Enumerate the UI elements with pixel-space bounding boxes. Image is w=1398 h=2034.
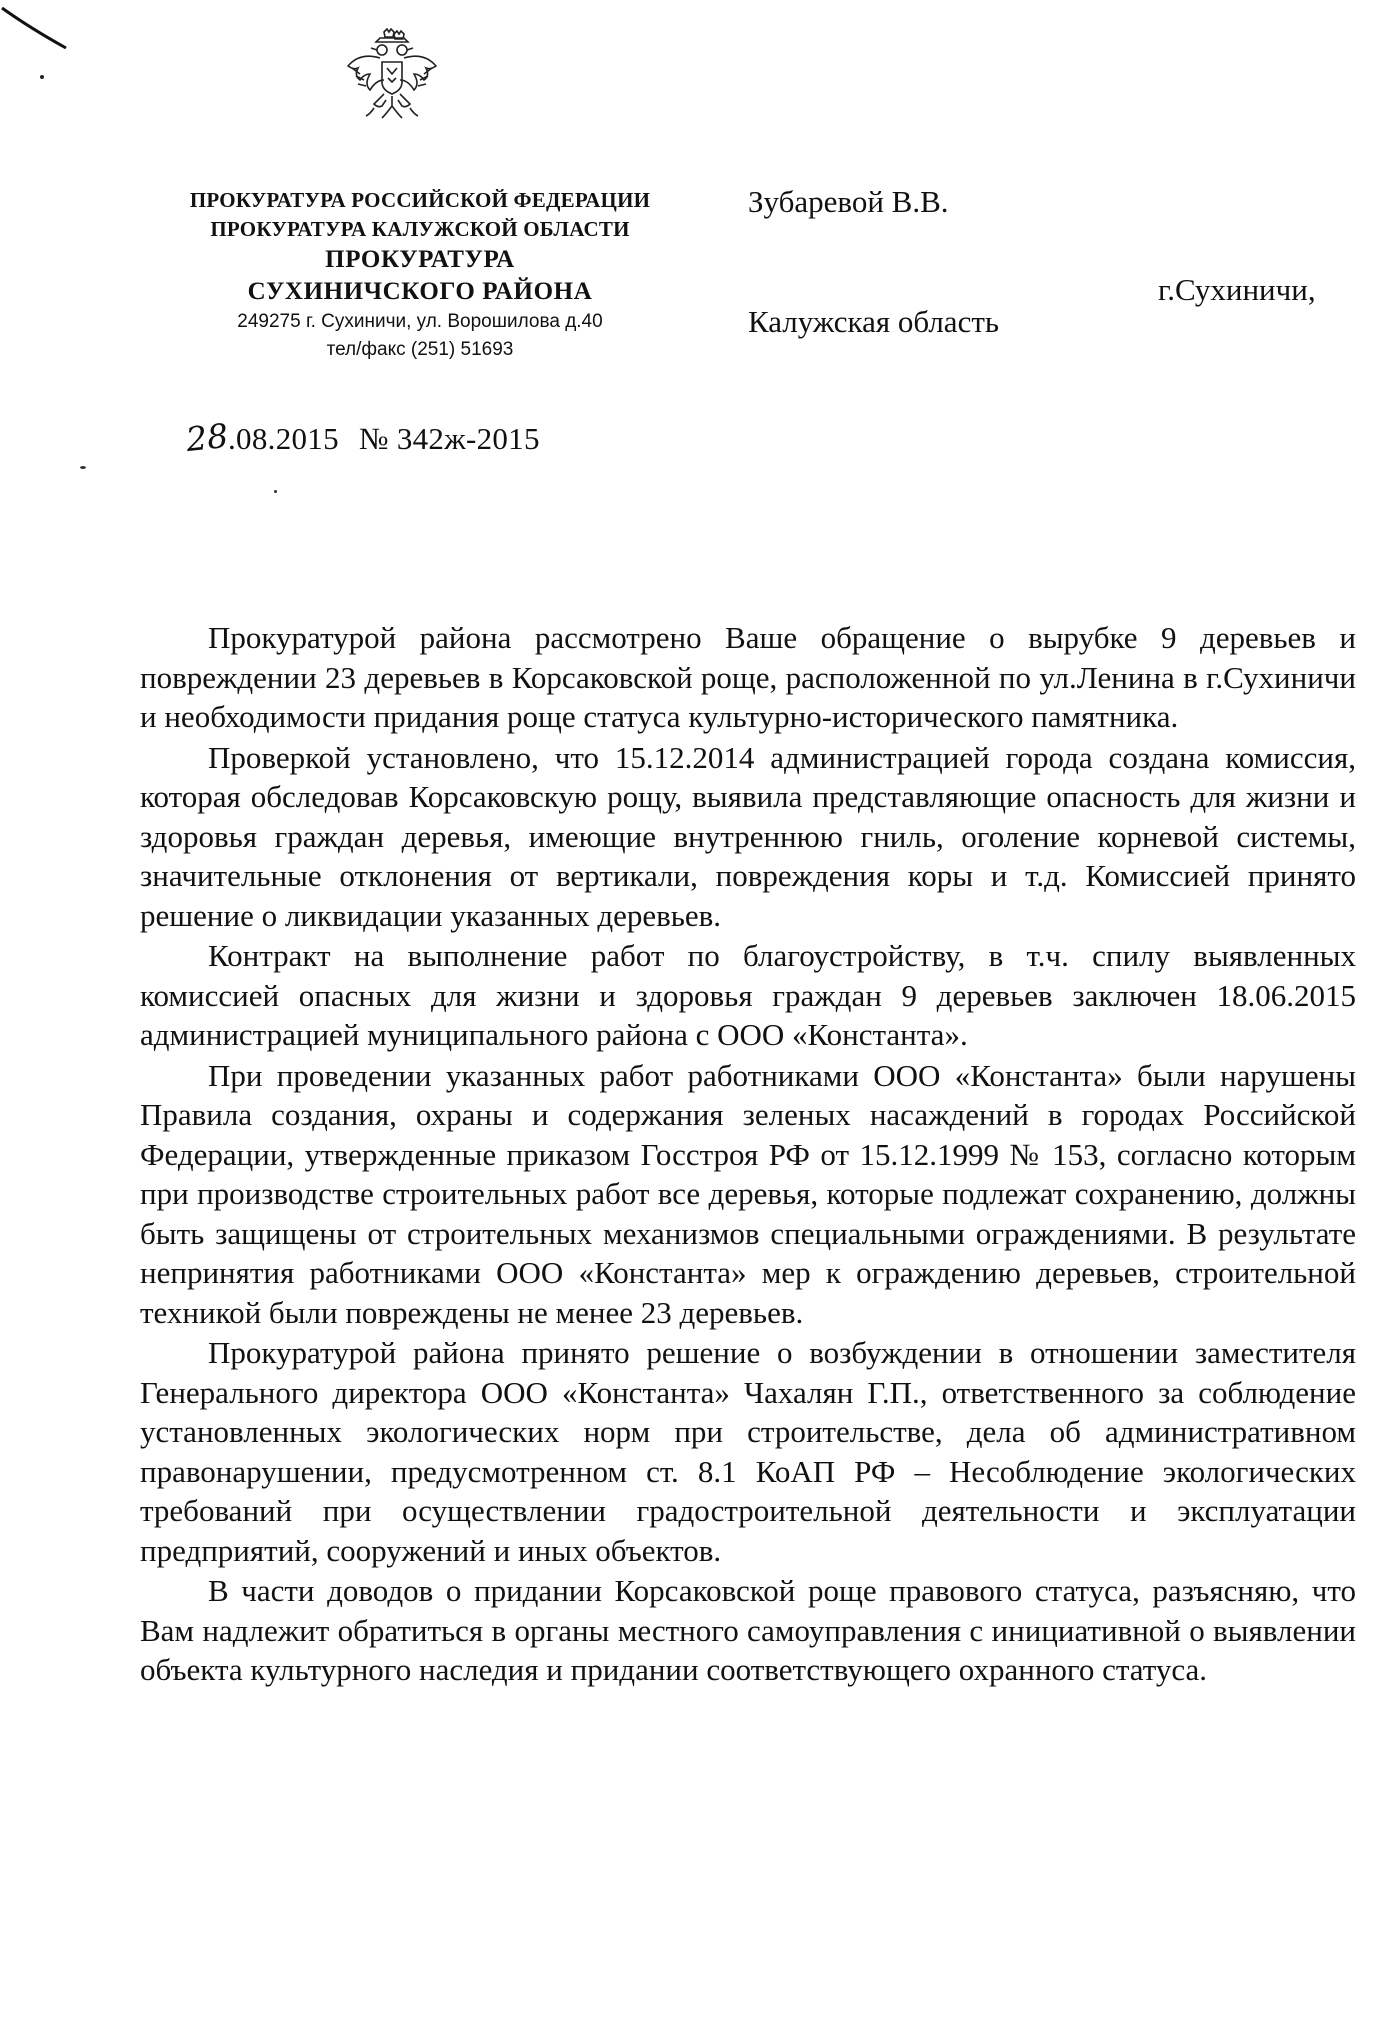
recipient-name: Зубаревой В.В.: [748, 184, 949, 219]
org-line-federation: ПРОКУРАТУРА РОССИЙСКОЙ ФЕДЕРАЦИИ: [189, 188, 651, 212]
sender-address: 249275 г. Сухиничи, ул. Ворошилова д.40: [237, 311, 603, 332]
registration-line: [184, 415, 540, 460]
body-paragraph: Проверкой установлено, что 15.12.2014 администрацией города создана комиссия, которая обследовав Корсаковскую рощу, выявила представляющие опасность для жизни и здоровья граждан деревья, имеющие внутреннюю гниль, оголение корневой системы, значительные отклонения от вертикали, повреждения коры и т.д. Комиссией принято решение о ликвидации указанных деревьев.: [140, 739, 1356, 933]
recipient-region: Калужская область: [748, 304, 1000, 339]
sender-phone: тел/факс (251) 51693: [326, 339, 514, 360]
recipient-city: г.Сухиничи,: [1158, 272, 1316, 307]
body-paragraph: Контракт на выполнение работ по благоустройству, в т.ч. спилу выявленных комиссией опасных для жизни и здоровья граждан 9 деревьев заключен 18.06.2015 администрацией муниципального района с ООО «Константа».: [140, 938, 1356, 1052]
body-paragraph: В части доводов о придании Корсаковской роще правового статуса, разъясняю, что Вам надлежит обратиться в органы местного самоуправления с инициативной о выявлении объекта культурного наследия и придании соответствующего охранного статуса.: [140, 1573, 1356, 1687]
sender-header: [150, 186, 690, 364]
org-line-region: ПРОКУРАТУРА КАЛУЖСКОЙ ОБЛАСТИ: [210, 217, 630, 241]
coat-of-arms-icon: [344, 28, 440, 120]
scan-speck: [274, 490, 277, 493]
org-line-district: СУХИНИЧСКОГО РАЙОНА: [247, 278, 593, 305]
pen-stroke-mark: [0, 0, 80, 110]
body-paragraph: Прокуратурой района принято решение о возбуждении в отношении заместителя Генерального директора ООО «Константа» Чахалян Г.П., ответственного за соблюдение установленных экологических норм при строительстве, дела об административном правонарушении, предусмотренном ст. 8.1 КоАП РФ – Несоблюдение экологических требований при осуществлении градостроительной деятельности и эксплуатации предприятий, сооружений и иных объектов.: [140, 1335, 1356, 1568]
letter-body: [140, 618, 1356, 1690]
body-paragraph: Прокуратурой района рассмотрено Ваше обращение о вырубке 9 деревьев и повреждении 23 деревьев в Корсаковской роще, расположенной по ул.Ленина в г.Сухиничи и необходимости придания роще статуса культурно-исторического памятника.: [140, 620, 1356, 734]
body-paragraph: При проведении указанных работ работниками ООО «Константа» были нарушены Правила создания, охраны и содержания зеленых насаждений в городах Российской Федерации, утвержденные приказом Госстроя РФ от 15.12.1999 № 153, согласно которым при производстве строительных работ все деревья, которые подлежат сохранению, должны быть защищены от строительных механизмов специальными ограждениями. В результате непринятия работниками ООО «Константа» мер к ограждению деревьев, строительной техникой были повреждены не менее 23 деревьев.: [140, 1057, 1356, 1330]
date-month-year: .08.2015: [228, 421, 339, 456]
org-line-prosecutor: ПРОКУРАТУРА: [325, 246, 515, 273]
scan-speck: [80, 466, 86, 469]
registration-number: № 342ж-2015: [358, 421, 540, 456]
handwritten-day: 28: [184, 415, 230, 460]
